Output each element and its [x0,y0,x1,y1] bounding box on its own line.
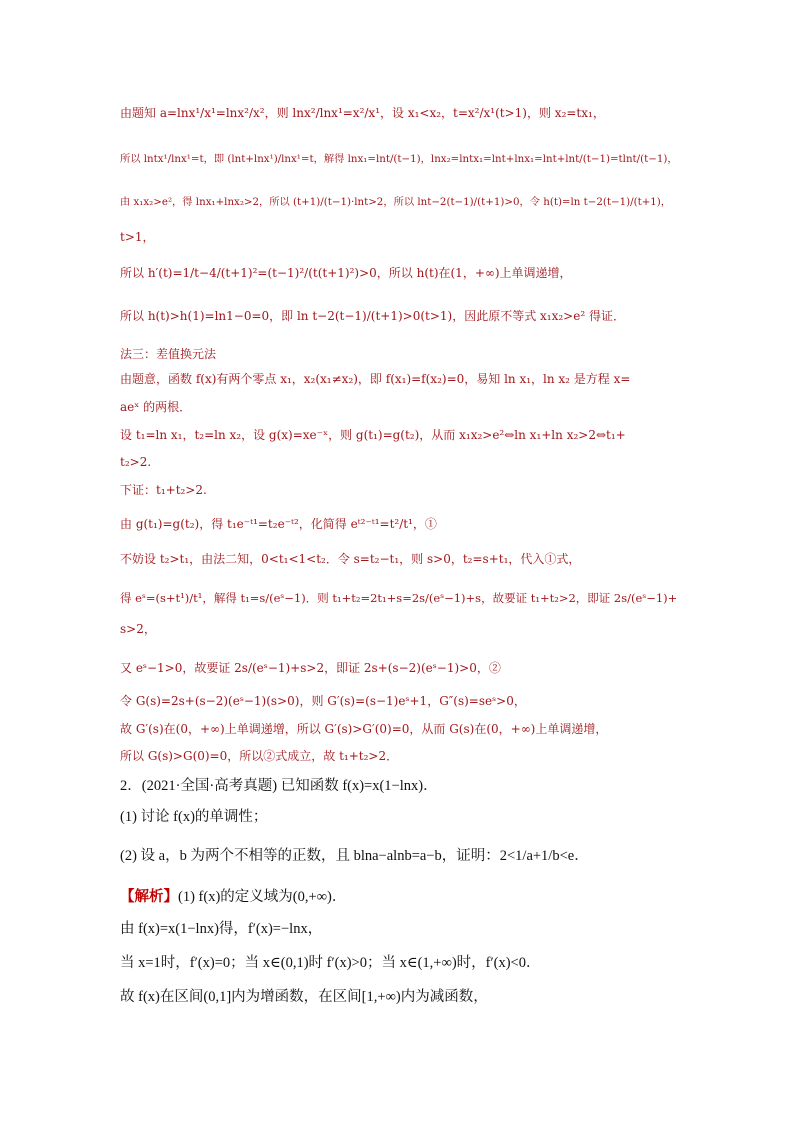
solution-line: 由 x₁x₂>e²，得 lnx₁+lnx₂>2，所以 (t+1)/(t−1)·lnt>2，所以 lnt−2(t−1)/(t+1)>0，令 h(t)=ln t−2(t−1)/(t+1)， [120,196,672,208]
analysis-text: (1) f(x)的定义域为(0,+∞)． [178,889,347,905]
solution-line: 令 G(s)=2s+(s−2)(eˢ−1)(s>0)，则 G′(s)=(s−1)eˢ+1，G″(s)=seˢ>0， [120,694,526,708]
problem-stem: 2．(2021·全国·高考真题) 已知函数 f(x)=x(1−lnx)． [120,778,438,794]
solution-line: t>1， [120,230,155,244]
solution-line: 由 g(t₁)=g(t₂)，得 t₁e⁻ᵗ¹=t₂e⁻ᵗ²，化简得 eᵗ²⁻ᵗ¹=t²/t¹，① [120,517,437,531]
solution-line: t₂>2. [120,455,152,469]
solution-line: aeˣ 的两根． [120,400,192,414]
method-title: 法三：差值换元法 [120,347,217,361]
solution-line: 不妨设 t₂>t₁，由法二知，0<t₁<1<t₂．令 s=t₂−t₁，则 s>0，t₂=s+t₁，代入①式， [120,552,581,566]
solution-line: 所以 h′(t)=1/t−4/(t+1)²=(t−1)²/(t(t+1)²)>0，所以 h(t)在(1，+∞)上单调递增， [120,266,572,280]
solution-line: 故 G′(s)在(0，+∞)上单调递增，所以 G′(s)>G′(0)=0，从而 G(s)在(0，+∞)上单调递增， [120,722,608,736]
analysis-line: 当 x=1时，f′(x)=0；当 x∈(0,1)时 f′(x)>0；当 x∈(1,+∞)时，f′(x)<0． [120,955,541,971]
analysis-label: 【解析】 [120,889,178,905]
problem-part-2: (2) 设 a，b 为两个不相等的正数，且 blna−alnb=a−b，证明：2<1/a+1/b<e． [120,848,589,864]
solution-line: 由题知 a=lnx¹/x¹=lnx²/x²，则 lnx²/lnx¹=x²/x¹，设 x₁<x₂，t=x²/x¹(t>1)，则 x₂=tx₁， [120,106,605,120]
analysis-line: 故 f(x)在区间(0,1]内为增函数，在区间[1,+∞)内为减函数， [120,989,488,1005]
analysis-line [120,888,680,906]
analysis-line: 由 f(x)=x(1−lnx)得，f′(x)=−lnx， [120,921,323,937]
solution-line: 由题意，函数 f(x)有两个零点 x₁，x₂(x₁≠x₂)，即 f(x₁)=f(x₂)=0，易知 ln x₁，ln x₂ 是方程 x= [120,372,631,386]
problem-part-1: (1) 讨论 f(x)的单调性； [120,809,268,825]
solution-line: 设 t₁=ln x₁，t₂=ln x₂，设 g(x)=xe⁻ˣ，则 g(t₁)=g(t₂)，从而 x₁x₂>e²⇔ln x₁+ln x₂>2⇔t₁+ [120,428,626,442]
solution-line: 所以 lntx¹/lnx¹=t，即 (lnt+lnx¹)/lnx¹=t，解得 lnx₁=lnt/(t−1)，lnx₂=lntx₁=lnt+lnx₁=lnt+lnt/(t−1)=tlnt/(t−1)， [120,153,678,165]
solution-line: 所以 h(t)>h(1)=ln1−0=0，即 ln t−2(t−1)/(t+1)>0(t>1)，因此原不等式 x₁x₂>e² 得证． [120,309,625,323]
solution-line: 又 eˢ−1>0，故要证 2s/(eˢ−1)+s>2，即证 2s+(s−2)(eˢ−1)>0，② [120,661,501,675]
solution-line: s>2， [120,622,156,636]
solution-line: 下证：t₁+t₂>2. [120,483,207,497]
solution-line: 所以 G(s)>G(0)=0，所以②式成立，故 t₁+t₂>2． [120,749,399,763]
solution-line: 得 eˢ=(s+t¹)/t¹，解得 t₁=s/(eˢ−1)．则 t₁+t₂=2t₁+s=2s/(eˢ−1)+s，故要证 t₁+t₂>2，即证 2s/(eˢ−1)+ [120,591,678,605]
